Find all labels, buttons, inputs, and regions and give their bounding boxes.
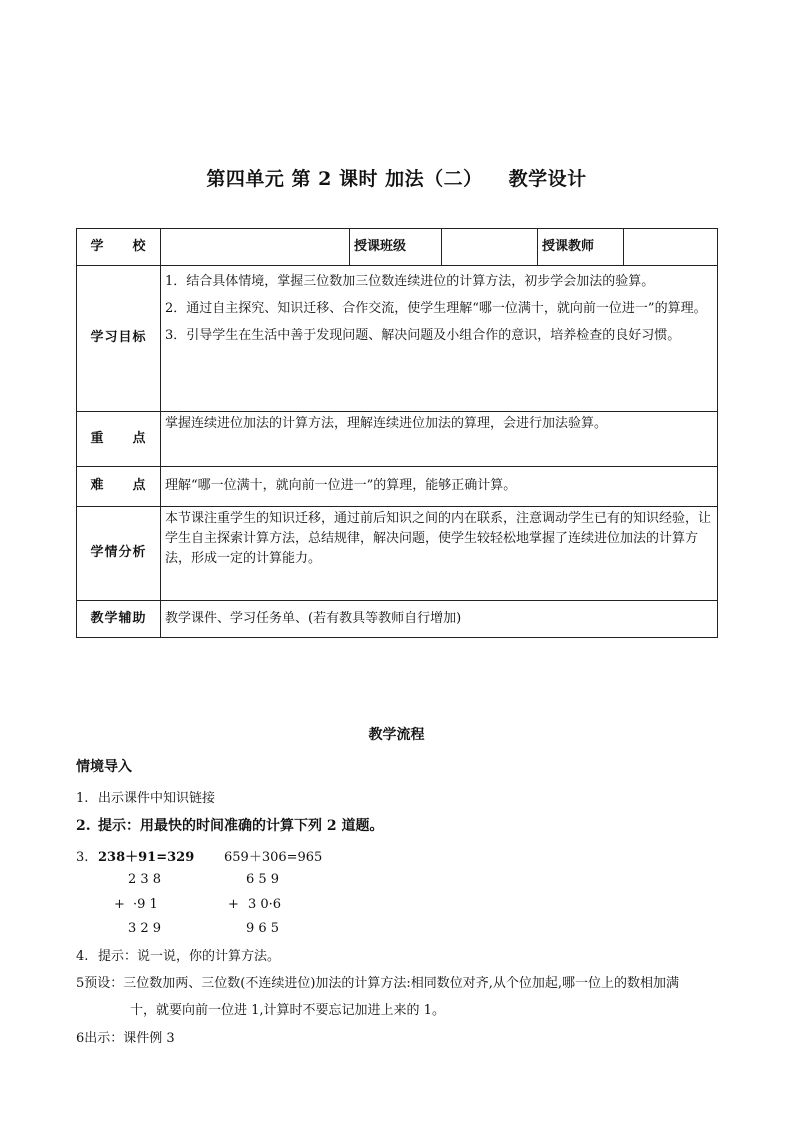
class-value xyxy=(442,229,538,266)
document-title xyxy=(0,164,793,191)
analysis-value: 本节课注重学生的知识迁移，通过前后知识之间的内在联系，注意调动学生已有的知识经验，让学生自主探索计算方法，总结规律，解决问题，使学生较轻松地掌握了连续进位加法的计算方法，形成一定的计算能力。 xyxy=(161,507,718,601)
item-text: 提示：说一说，你的计算方法。 xyxy=(98,949,281,964)
goal-item: 2．通过自主探究、知识迁移、合作交流，使学生理解“哪一位满十，就向前一位进一”的算理。 xyxy=(165,301,707,316)
table-row xyxy=(77,601,718,638)
calc-2-row2: 3 0·6 xyxy=(248,897,282,912)
section-heading: 情境导入 xyxy=(76,759,132,775)
key-point-value: 掌握连续进位加法的计算方法，理解连续进位加法的算理，会进行加法验算。 xyxy=(161,412,718,467)
flow-item-6: 6出示：课件例 3 xyxy=(76,1031,175,1046)
table-row xyxy=(77,412,718,467)
flow-item-5-cont: 十，就要向前一位进 1,计算时不要忘记加进上来的 1。 xyxy=(130,1003,445,1018)
flow-item-2 xyxy=(76,815,384,835)
table-row xyxy=(77,266,718,412)
calc-1-row3: 3 2 9 xyxy=(128,921,162,936)
analysis-label: 学情分析 xyxy=(77,507,161,601)
title-main: 第四单元 第 2 课时 加法（二） xyxy=(206,168,483,190)
item-number: 1. xyxy=(76,791,89,806)
calc-1-row2: ·9 1 xyxy=(133,897,158,912)
equation-1: 238＋91=329 xyxy=(98,850,195,865)
flow-item-3 xyxy=(76,846,322,865)
table-row xyxy=(77,507,718,601)
teacher-value xyxy=(624,229,718,266)
goal-item: 3．引导学生在生活中善于发现问题、解决问题及小组合作的意识，培养检查的良好习惯。 xyxy=(165,328,681,343)
item-number: 3. xyxy=(76,850,89,865)
item-number: 4. xyxy=(76,949,89,964)
goal-item: 1．结合具体情境，掌握三位数加三位数连续进位的计算方法，初步学会加法的验算。 xyxy=(165,274,655,289)
calc-1-row1: 2 3 8 xyxy=(128,872,162,887)
calc-2-row1: 6 5 9 xyxy=(246,872,280,887)
difficulty-label: 难 点 xyxy=(77,467,161,507)
difficulty-value: 理解“哪一位满十，就向前一位进一”的算理，能够正确计算。 xyxy=(161,467,718,507)
aids-value: 教学课件、学习任务单、(若有教具等教师自行增加) xyxy=(161,601,718,638)
teacher-label: 授课教师 xyxy=(538,229,624,266)
lesson-info-table xyxy=(76,228,718,638)
title-suffix: 教学设计 xyxy=(508,168,587,190)
calc-2-plus: + xyxy=(228,897,239,912)
flow-item-4 xyxy=(76,945,280,964)
item-text: 提示：用最快的时间准确的计算下列 2 道题。 xyxy=(98,818,384,834)
goals-cell xyxy=(161,266,718,412)
table-row xyxy=(77,229,718,266)
key-point-label: 重 点 xyxy=(77,412,161,467)
class-label: 授课班级 xyxy=(350,229,442,266)
school-label: 学 校 xyxy=(77,229,161,266)
goals-label: 学习目标 xyxy=(77,266,161,412)
flow-item-1 xyxy=(76,787,215,806)
item-text: 出示课件中知识链接 xyxy=(98,791,216,806)
flow-title: 教学流程 xyxy=(368,727,425,743)
calc-1-plus: + xyxy=(114,897,125,912)
school-value xyxy=(161,229,350,266)
table-row xyxy=(77,467,718,507)
flow-item-5: 5预设：三位数加两、三位数(不连续进位)加法的计算方法:相同数位对齐,从个位加起,哪一位上的数相加满 xyxy=(76,976,680,991)
calc-2-row3: 9 6 5 xyxy=(246,921,280,936)
aids-label: 教学辅助 xyxy=(77,601,161,638)
equation-2: 659＋306=965 xyxy=(224,850,323,865)
item-number: 2. xyxy=(76,818,91,834)
